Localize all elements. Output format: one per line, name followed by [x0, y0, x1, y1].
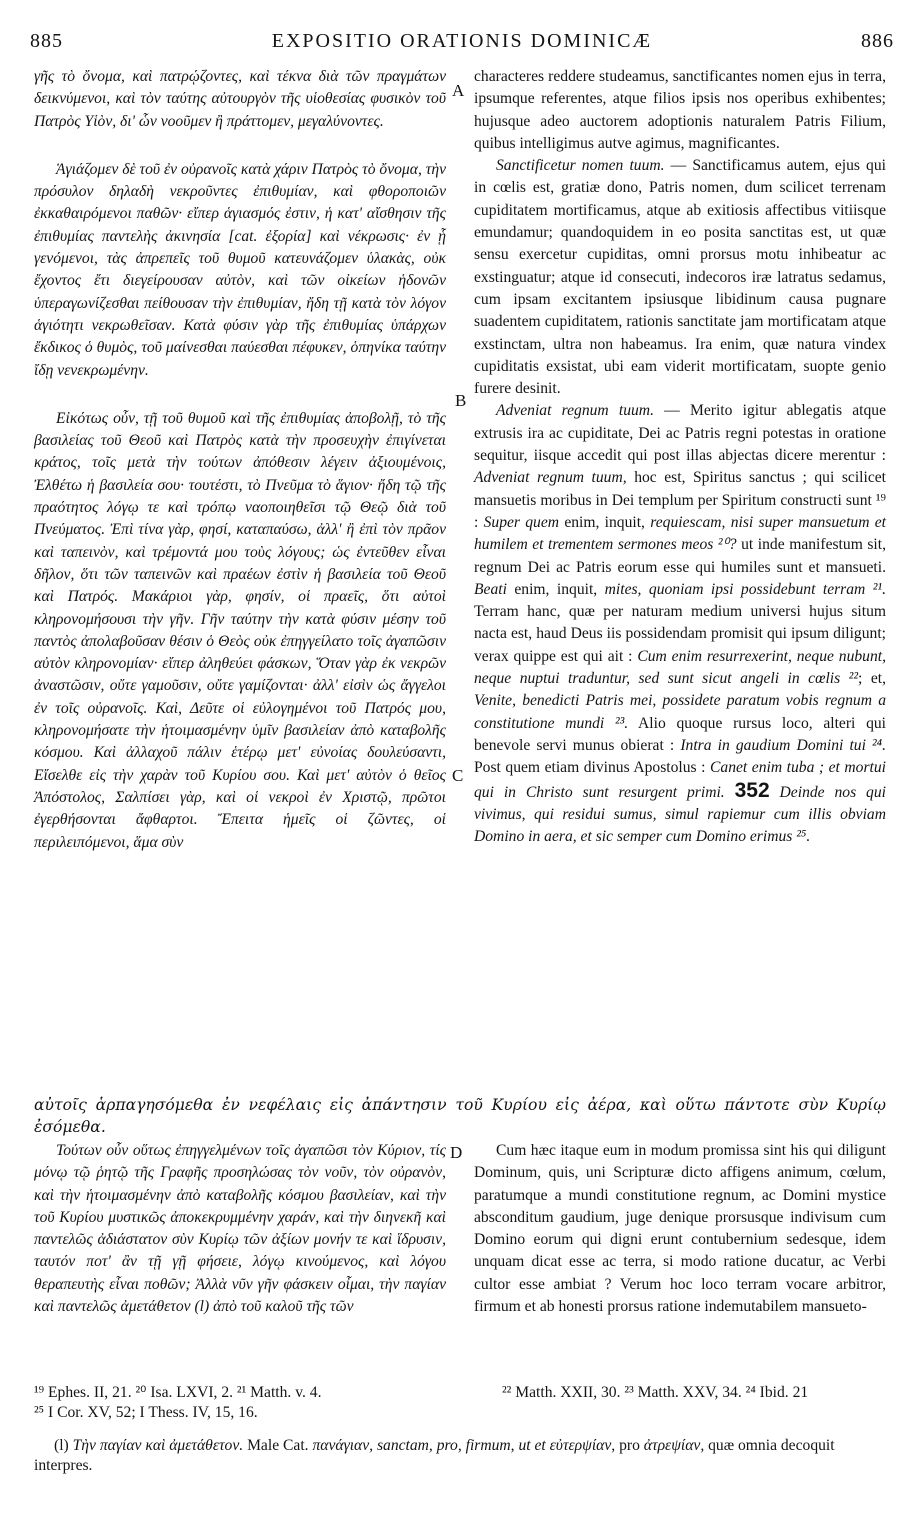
latin-quote: Venite, benedicti Patris mei, possidete paratum vobis regnum a constitutione mundi ²³. [474, 692, 886, 732]
running-title: EXPOSITIO ORATIONIS DOMINICÆ [271, 30, 653, 52]
greek-quote: Δεῦτε οἱ εὐλογημένοι τοῦ Πατρός μου, κληρονομήσατε τὴν ἡτοιμασμένην ὑμῖν βασιλείαν ἀπὸ καταβολῆς κόσμου. [34, 699, 446, 762]
latin-section-heading: Sanctificetur nomen tuum. [496, 157, 665, 175]
greek-paragraph-1: γῆς τὸ ὄνομα, καὶ πατρῴζοντες, καὶ τέκνα διὰ τῶν πραγμάτων δεικνύμενοι, καὶ τὸν ταύτης αὐτουργὸν τῆς υἱοθεσίας φυσικὸν τοῦ Πατρὸς Υἱὸν, δι' ὧν νοοῦμεν ἢ πράττομεν, μεγαλύνοντες. [34, 68, 446, 130]
latin-text: ; et, [858, 670, 887, 688]
margin-letter-d: D [450, 1143, 463, 1162]
latin-quote: requiescam, nisi super mansuetum et humilem et trementem sermones meos ²⁰? [474, 513, 886, 554]
latin-paragraph-2 [474, 155, 886, 400]
note-text: pro [615, 1437, 644, 1454]
note-greek: πανάγιαν, [312, 1437, 374, 1454]
greek-quote: Ὅταν γὰρ ἐκ νεκρῶν ἀναστῶσιν, οὔτε γαμοῦσιν, οὔτε γαμίζονται· ἀλλ' εἰσὶν ὡς ἄγγελοι ἐν τοῖς οὐρανοῖς. [34, 655, 447, 717]
note-text: Male Cat. [243, 1437, 313, 1454]
latin-quote: Adveniat regnum tuum, [474, 469, 627, 487]
greek-column-lower [34, 1140, 446, 1318]
note-label: (l) [54, 1437, 69, 1454]
footnote-row [34, 1403, 886, 1423]
footnote-refs-right: ²² Matth. XXII, 30. ²³ Matth. XXV, 34. ²⁴ Ibid. 21 [502, 1384, 809, 1401]
latin-text: hoc est, Spiritus sanctus ; qui scilicet mansuetis moribus in Dei templum per Spiritum constructi sunt ¹⁹ : [474, 469, 886, 531]
margin-letter-b: B [455, 391, 467, 410]
latin-quote: Intra in gaudium Domini tui ²⁴. [680, 736, 886, 754]
greek-quote: Εἴσελθε εἰς τὴν χαρὰν τοῦ Κυρίου σου. [34, 766, 290, 784]
latin-section-heading: Adveniat regnum tuum. [496, 402, 654, 420]
greek-text: ὡς ἐντεῦθεν εἶναι δῆλον, ὅτι τῶν ταπεινῶν καὶ πραέων ἐστὶν ἡ βασιλεία τοῦ Θεοῦ καὶ Πατρός. [34, 543, 446, 606]
latin-quote: Cum enim resurrexerint, neque nubunt, neque nuptui traduntur, sed sunt sicut angeli in cœlis ²² [474, 647, 886, 688]
latin-text: ut inde manifestum sit, regnum Dei ac Patris eorum esse qui humiles sunt et mansueti. [474, 536, 886, 576]
margin-letter-a: A [452, 81, 465, 100]
latin-text: — Sanctificamus autem, ejus qui in cœlis est, gratiæ dono, Patris nomen, dum scilicet terrenam cupiditatem mortificamus, atque ab exitiosis affectibus vitiisque emundamur; quandoquidem in eo posita sanctitas est, ut quæ sensu exercetur cupiditas, omni prorsus motu inhibeatur ac exstinguatur; atque id consecuti, indecoros iræ latratus sedamus, cum ipsam excitantem ipsiusque libidinum causa pugnare suadentem cupiditatem, rationis sanctitate jam mortificatam atque exstinctam, ultra non habeamus. Ira enim, quæ natura vindex cupiditatis exsistat, ubi eam viderit mortificatam, suopte genio furere desinit. [474, 157, 886, 398]
left-page-number: 885 [30, 30, 63, 52]
greek-text: Καὶ μετ' αὐτὸν ὁ θεῖος Ἀπόστολος, [34, 766, 446, 806]
greek-text: τουτέστι, τὸ Πνεῦμα τὸ ἅγιον· ἤδη τῷ τῆς πραότητος λόγῳ τε καὶ τρόπῳ ναοποιηθεῖσι τῷ Θεῷ διὰ τοῦ Πνεύματος. [34, 476, 446, 539]
margin-letter-c: C [452, 766, 464, 785]
latin-text: — Merito igitur ablegatis atque extrusis ira ac cupiditate, Dei ac Patris regni potestas in oratione sequitur, iisque accedit qui post illas abjectas dicere merentur : [474, 402, 886, 465]
critical-note [34, 1436, 886, 1476]
greek-wide-line: αὐτοῖς ἁρπαγησόμεθα ἐν νεφέλαις εἰς ἀπάντησιν τοῦ Κυρίου εἰς ἀέρα, καὶ οὕτω πάντοτε σὺν Κυρίῳ ἐσόμεθα. [34, 1096, 886, 1137]
latin-column-lower [474, 1140, 886, 1318]
latin-quote: mites, quoniam ipsi possidebunt terram ²¹. [604, 580, 887, 598]
footnote-row [34, 1383, 886, 1403]
footnotes [34, 1383, 886, 1423]
latin-column-upper [474, 66, 886, 848]
greek-quote: Ἐπὶ τίνα γὰρ, φησί, καταπαύσω, ἀλλ' ἢ ἐπὶ τὸν πρᾶον καὶ ταπεινὸν, καὶ τρέμοντά μου τοὺς λόγους; [34, 521, 447, 561]
latin-paragraph-3 [474, 400, 886, 848]
greek-text: Εἰκότως οὖν, τῇ τοῦ θυμοῦ καὶ τῆς ἐπιθυμίας ἀποβολῇ, τὸ τῆς βασιλείας τοῦ Θεοῦ καὶ Πατρὸς κατὰ τὴν προσευχὴν ἐπιγίνεται κράτος, τοῖς μετὰ τὴν τούτων ἀπόθεσιν λέγειν ἀξιουμένοις, [34, 409, 446, 472]
latin-text: enim, inquit, [506, 580, 605, 598]
note-text: sanctam, pro, firmum, ut et [373, 1437, 550, 1454]
greek-quote: Μακάριοι γὰρ, φησίν, οἱ πραεῖς, ὅτι αὐτοὶ κληρονομήσουσι τὴν γῆν. [34, 588, 446, 628]
latin-quote: Deinde nos qui vivimus, qui residui sumus, simul rapiemur cum illis obviam Domino in aera, et sic semper cum Domino erimus ²⁵. [474, 783, 886, 846]
latin-paragraph-4: Cum hæc itaque eum in modum promissa sint his qui diligunt Dominum, quis, uni Scripturæ dicto affigens animum, cœlum, paratumque a mundi constitutione regnum, ac Domini mystice absconditum gaudium, juge denique prorsusque indivisum cum Domino eorum qui digni erunt contubernium sedesque, idem unquam dicat esse ac terra, si modo ratione ducatur, ac Verbi cultor esse ambiat ? Verum hoc loco terram vocare arbitror, firmum et ab honesti prorsus ratione indemutabilem mansueto- [474, 1142, 886, 1316]
latin-text: Post quem etiam divinus Apostolus : [474, 759, 711, 777]
greek-quote: Σαλπίσει γὰρ, καὶ οἱ νεκροὶ ἐν Χριστῷ, πρῶτοι ἐγερθήσονται ἄφθαρτοι. Ἔπειτα ἡμεῖς οἱ ζῶντες, οἱ περιλειπόμενοι, ἅμα σὺν [34, 788, 446, 851]
greek-paragraph-4: Τούτων οὖν οὕτως ἐπηγγελμένων τοῖς ἀγαπῶσι τὸν Κύριον, τίς μόνῳ τῷ ῥητῷ τῆς Γραφῆς προσηλώσας τὸν νοῦν, τὸν οὐρανὸν, καὶ τὴν ἡτοιμασμένην ἀπὸ καταβολῆς κόσμου βασιλείαν, καὶ τὴν τοῦ Κυρίου μυστικῶς ἀποκεκρυμμένην χαράν, καὶ τὴν διηνεκῆ καὶ παντελῶς ἀδιάστατον σὺν Κυρίῳ τῶν ἀξίων μονήν τε καὶ ἵδρυσιν, ταυτόν ποτ' ἂν τῇ γῇ φήσειε, λόγῳ κινούμενος, καὶ λόγου θεραπευτὴς εἶναι ποθῶν; Ἀλλὰ νῦν γῆν φάσκειν οἶμαι, τὴν παγίαν καὶ παντελῶς ἀμετάθετον (l) ἀπὸ τοῦ καλοῦ τῆς τῶν [34, 1142, 446, 1316]
running-header [30, 30, 894, 56]
greek-text: Γῆν ταύτην τὴν κατὰ φύσιν μέσην τοῦ παντὸς ἀπολαβοῦσαν θέσιν ὁ Θεὸς οὐκ ἐπηγγείλατο τοῖς ἀγαπῶσιν αὐτὸν κληρονομίαν· εἴπερ ἀληθεύει φάσκων, [34, 610, 446, 673]
footnote-refs-second: ²⁵ I Cor. XV, 52; I Thess. IV, 15, 16. [34, 1404, 258, 1421]
footnote-refs-left: ¹⁹ Ephes. II, 21. ²⁰ Isa. LXVI, 2. ²¹ Matth. v. 4. [34, 1384, 322, 1401]
note-text: quæ omnia decoquit interpres. [34, 1437, 835, 1474]
note-greek: εὐτερψίαν, [549, 1437, 616, 1454]
latin-quote: Super quem [483, 513, 560, 531]
greek-paragraph-3 [34, 408, 446, 854]
latin-text: Alio quoque rursus loco, alteri qui benevole servi munus obierat : [474, 714, 886, 754]
greek-text: Καὶ, [147, 699, 190, 717]
latin-quote: Canet enim tuba ; et mortui qui in Christo sunt resurgent primi. [474, 759, 887, 801]
latin-text: Terram hanc, quæ per naturam medium universi hujus situm nacta est, haud Deus iis possidendam promisit qui ipsum diligunt; verax quippe est qui ait : [474, 603, 886, 665]
greek-paragraph-2: Ἁγιάζομεν δὲ τοῦ ἐν οὐρανοῖς κατὰ χάριν Πατρὸς τὸ ὄνομα, τὴν πρόσυλον δηλαδὴ νεκροῦντες ἐπιθυμίαν, καὶ φθοροποιῶν ἐκκαθαιρόμενοι παθῶν· εἴπερ ἁγιασμός ἐστιν, ἡ κατ' αἴσθησιν τῆς ἐπιθυμίας παντελὴς ἀκινησία [cat. ἐξορία] καὶ νέκρωσις· ἐν ᾗ γενόμενοι, τὰς ἀπρεπεῖς τοῦ θυμοῦ κατευνάζομεν ὑλακὰς, οὐκ ἔχοντος ἔτι διεγείρουσαν αὐτὸν, καὶ τῶν οἰκείων ἡδονῶν ὑπεραγωνίζεσθαι πείθουσαν τὴν ἐπιθυμίαν, ἤδη τῇ κατὰ τὸν λόγον ἁγιότητι νεκρωθεῖσαν. Κατὰ φύσιν γὰρ τῆς ἐπιθυμίας ὑπάρχων ἔκδικος ὁ θυμὸς, τοῦ μαίνεσθαι παύεσθαι πέφυκεν, ὁπηνίκα ταύτην ἴδῃ νενεκρωμένην. [34, 160, 446, 379]
latin-paragraph-1: characteres reddere studeamus, sanctificantes nomen ejus in terra, ipsumque referentes, atque filios ipsis nos operibus exhibentes; hujusque adeo auctorem adoptionis naturalem Patris Filium, quibus intelligimus autve agimus, magnificantes. [474, 68, 886, 152]
note-greek: Τὴν παγίαν καὶ ἀμετάθετον. [72, 1437, 244, 1454]
greek-quote: Ἐλθέτω ἡ βασιλεία σου· [34, 476, 185, 494]
note-greek: ἀτρεψίαν, [643, 1437, 705, 1454]
greek-column-upper [34, 66, 446, 854]
right-page-number: 886 [861, 30, 894, 52]
latin-text: enim, inquit, [559, 513, 651, 531]
latin-quote: Beati [474, 580, 507, 598]
greek-text: Καὶ ἀλλαχοῦ πάλιν ἑτέρῳ μετ' εὐνοίας δουλεύσαντι, [83, 744, 446, 762]
column-number: 352 [734, 778, 770, 802]
